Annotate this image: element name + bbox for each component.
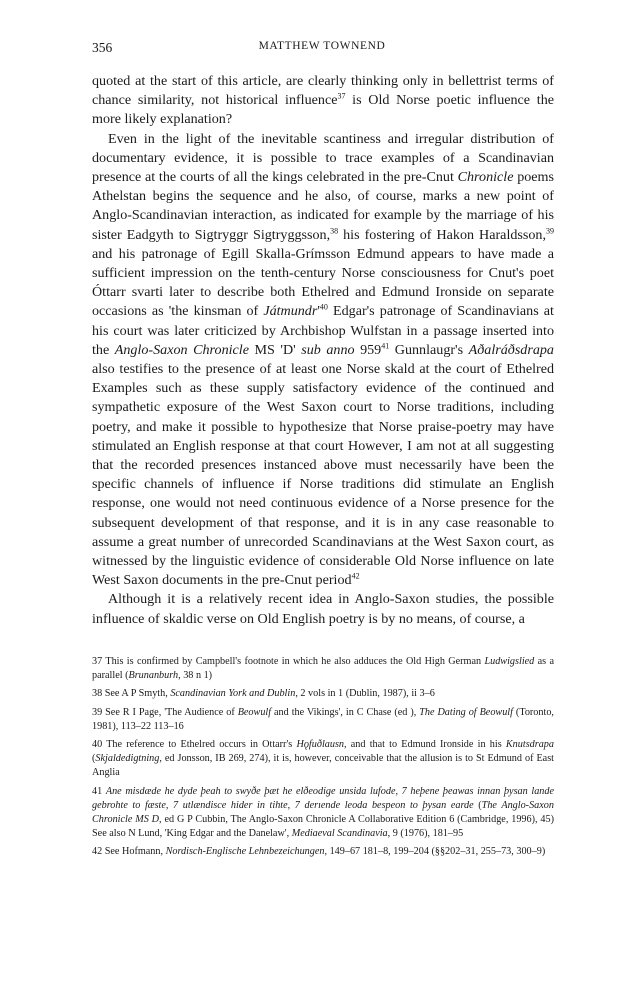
text-run: , and that to Edmund Ironside in his [344, 739, 506, 751]
text-run: Edgar's patronage of Scandinavians at his court was later criticized by Archbishop Wulfstan in a passage inserted into the [92, 303, 554, 358]
footnotes [92, 655, 554, 864]
footnote-ref: 41 [381, 341, 390, 351]
paragraph [92, 130, 554, 591]
text-run: also testifies to the presence of at least one Norse skald at the court of Ethelred Examples such as these supply satisfactory evidence of the continued and sympathetic exposure of the West Saxon court to Norse traditions, including poetry, and make it possible to hypothesize that Norse praise-poetry may have stimulated an English response at that court However, I am not at all suggesting that the recorded presences instanced above must necessarily have been the specific channels of influence if Norse traditions did stimulate an English response, one would not need continuous evidence of a Norse presence for the subsequent development of that response, and it is in any case reasonable to assume a great number of unrecorded Scandinavians at the West Saxon court, as witnessed by the linguistic evidence of considerable Old Norse influence on late West Saxon documents in the pre-Cnut period [92, 361, 554, 589]
italic-text: Hǫfuðlausn [296, 739, 345, 751]
text-run: ' [317, 303, 320, 320]
text-run: Even in the light of the inevitable scantiness and irregular distribution of documentary evidence, it is possible to trace examples of a Scandinavian presence at the courts of all the kings celebrated in the pre-Cnut [92, 130, 554, 186]
text-run: , 38 n 1) [178, 670, 213, 682]
italic-text: Skjaldedigtning [95, 753, 160, 765]
text-run: 40 The reference to Ethelred occurs in Ottarr's [92, 739, 297, 751]
italic-text: Aðalráðsdrapa [468, 341, 554, 358]
italic-text: Knutsdrapa [505, 739, 554, 751]
text-run: , 9 (1976), 181–95 [387, 828, 464, 840]
italic-text: Chronicle [457, 169, 514, 186]
text-run: and his patronage of Egill Skalla-Grímsson Edmund appears to have made a sufficient impression on the tenth-century Norse consciousness for Cnut's poet Óttarr svarti later to describe both Ethelred and Edmund Ironside on separate occasions as 'the kinsman of [92, 245, 554, 320]
footnote-38 [92, 687, 554, 701]
text-run: , 149–67 181–8, 199–204 (§§202–31, 255–73, 300–9) [324, 846, 546, 858]
italic-text: Anglo-Saxon Chronicle [114, 341, 249, 358]
italic-text: Nordisch-Englische Lehnbezeichungen [165, 846, 325, 858]
italic-text: The Anglo-Saxon Chronicle MS D [92, 799, 554, 826]
italic-text: Ludwigslied [484, 656, 535, 667]
italic-text: Játmundr [263, 303, 318, 320]
text-run: ( [92, 753, 96, 765]
text-run: (Toronto, 1981), 113–22 113–16 [92, 706, 554, 732]
footnote-37 [92, 655, 554, 683]
text-run: , 2 vols in 1 (Dublin, 1987), ii 3–6 [295, 688, 435, 700]
footnote-40 [92, 738, 554, 781]
footnote-ref: 42 [351, 571, 360, 581]
text-run: 959 [354, 341, 382, 358]
italic-text: Ane misdæde he dyde þeah to swyðe þæt he elðeodige unsida lufode, 7 heþene þeawas innan þysan lande gebrohte to fæste, 7 utlændisce hider in tihte, 7 derıende leoda bespeon to þysan earde [92, 785, 554, 811]
paragraph [92, 72, 554, 130]
italic-text: Beowulf [237, 706, 272, 718]
footnote-ref: 40 [319, 302, 328, 312]
footnote-ref: 39 [546, 225, 554, 235]
italic-text: Brunanburh [128, 670, 179, 682]
text-run: 42 See Hofmann, [92, 846, 166, 858]
text-run: is Old Norse poetic influence the more likely explanation? [92, 92, 554, 128]
text-run: his fostering of Hakon Haraldsson, [338, 226, 546, 243]
footnote-39 [92, 706, 554, 734]
italic-text: Mediaeval Scandinavia [291, 828, 388, 840]
footnote-42 [92, 845, 554, 859]
page-number: 356 [92, 40, 113, 55]
text-run: 37 This is confirmed by Campbell's footnote in which he also adduces the Old High German [92, 656, 485, 667]
text-run: as a parallel ( [92, 656, 554, 682]
italic-text: sub anno [301, 341, 355, 358]
text-run: 41 [92, 785, 106, 797]
text-run: poems Athelstan begins the sequence and he also, of course, marks a new point of Anglo-Scandinavian interaction, as indicated for example by the marriage of his sister Eadgyth to Sigtryggr Sigtryggsson, [92, 169, 554, 243]
italic-text: Scandinavian York and Dublin [170, 688, 296, 700]
text-run: MS 'D' [248, 341, 302, 358]
italic-text: The Dating of Beowulf [419, 706, 513, 718]
text-run: and the Vikings', in C Chase (ed ), [271, 706, 420, 718]
text-run: 38 See A P Smyth, [92, 688, 171, 700]
text-run: ( [473, 799, 482, 811]
body-text [92, 72, 554, 629]
text-run: Gunnlaugr's [389, 341, 469, 358]
text-run: 39 See R I Page, 'The Audience of [92, 706, 238, 718]
paragraph [92, 590, 554, 628]
text-run: quoted at the start of this article, are clearly thinking only in bellettrist terms of chance similarity, not historical influence [92, 73, 554, 109]
page-header [92, 40, 552, 58]
footnote-ref: 37 [337, 91, 346, 101]
running-head: MATTHEW TOWNEND [258, 40, 386, 52]
text-run: , ed G P Cubbin, The Anglo-Saxon Chronicle A Collaborative Edition 6 (Cambridge, 1996), 45) See also N Lund, 'King Edgar and the Danelaw', [92, 814, 554, 840]
text-run: , ed Jonsson, IB 269, 274), it is, however, conceivable that the allusion is to St Edmund of East Anglia [92, 753, 554, 779]
footnote-ref: 38 [330, 225, 339, 235]
footnote-41 [92, 785, 554, 842]
text-run: Although it is a relatively recent idea in Anglo-Saxon studies, the possible influence of skaldic verse on Old English poetry is by no means, of course, a [92, 591, 554, 627]
